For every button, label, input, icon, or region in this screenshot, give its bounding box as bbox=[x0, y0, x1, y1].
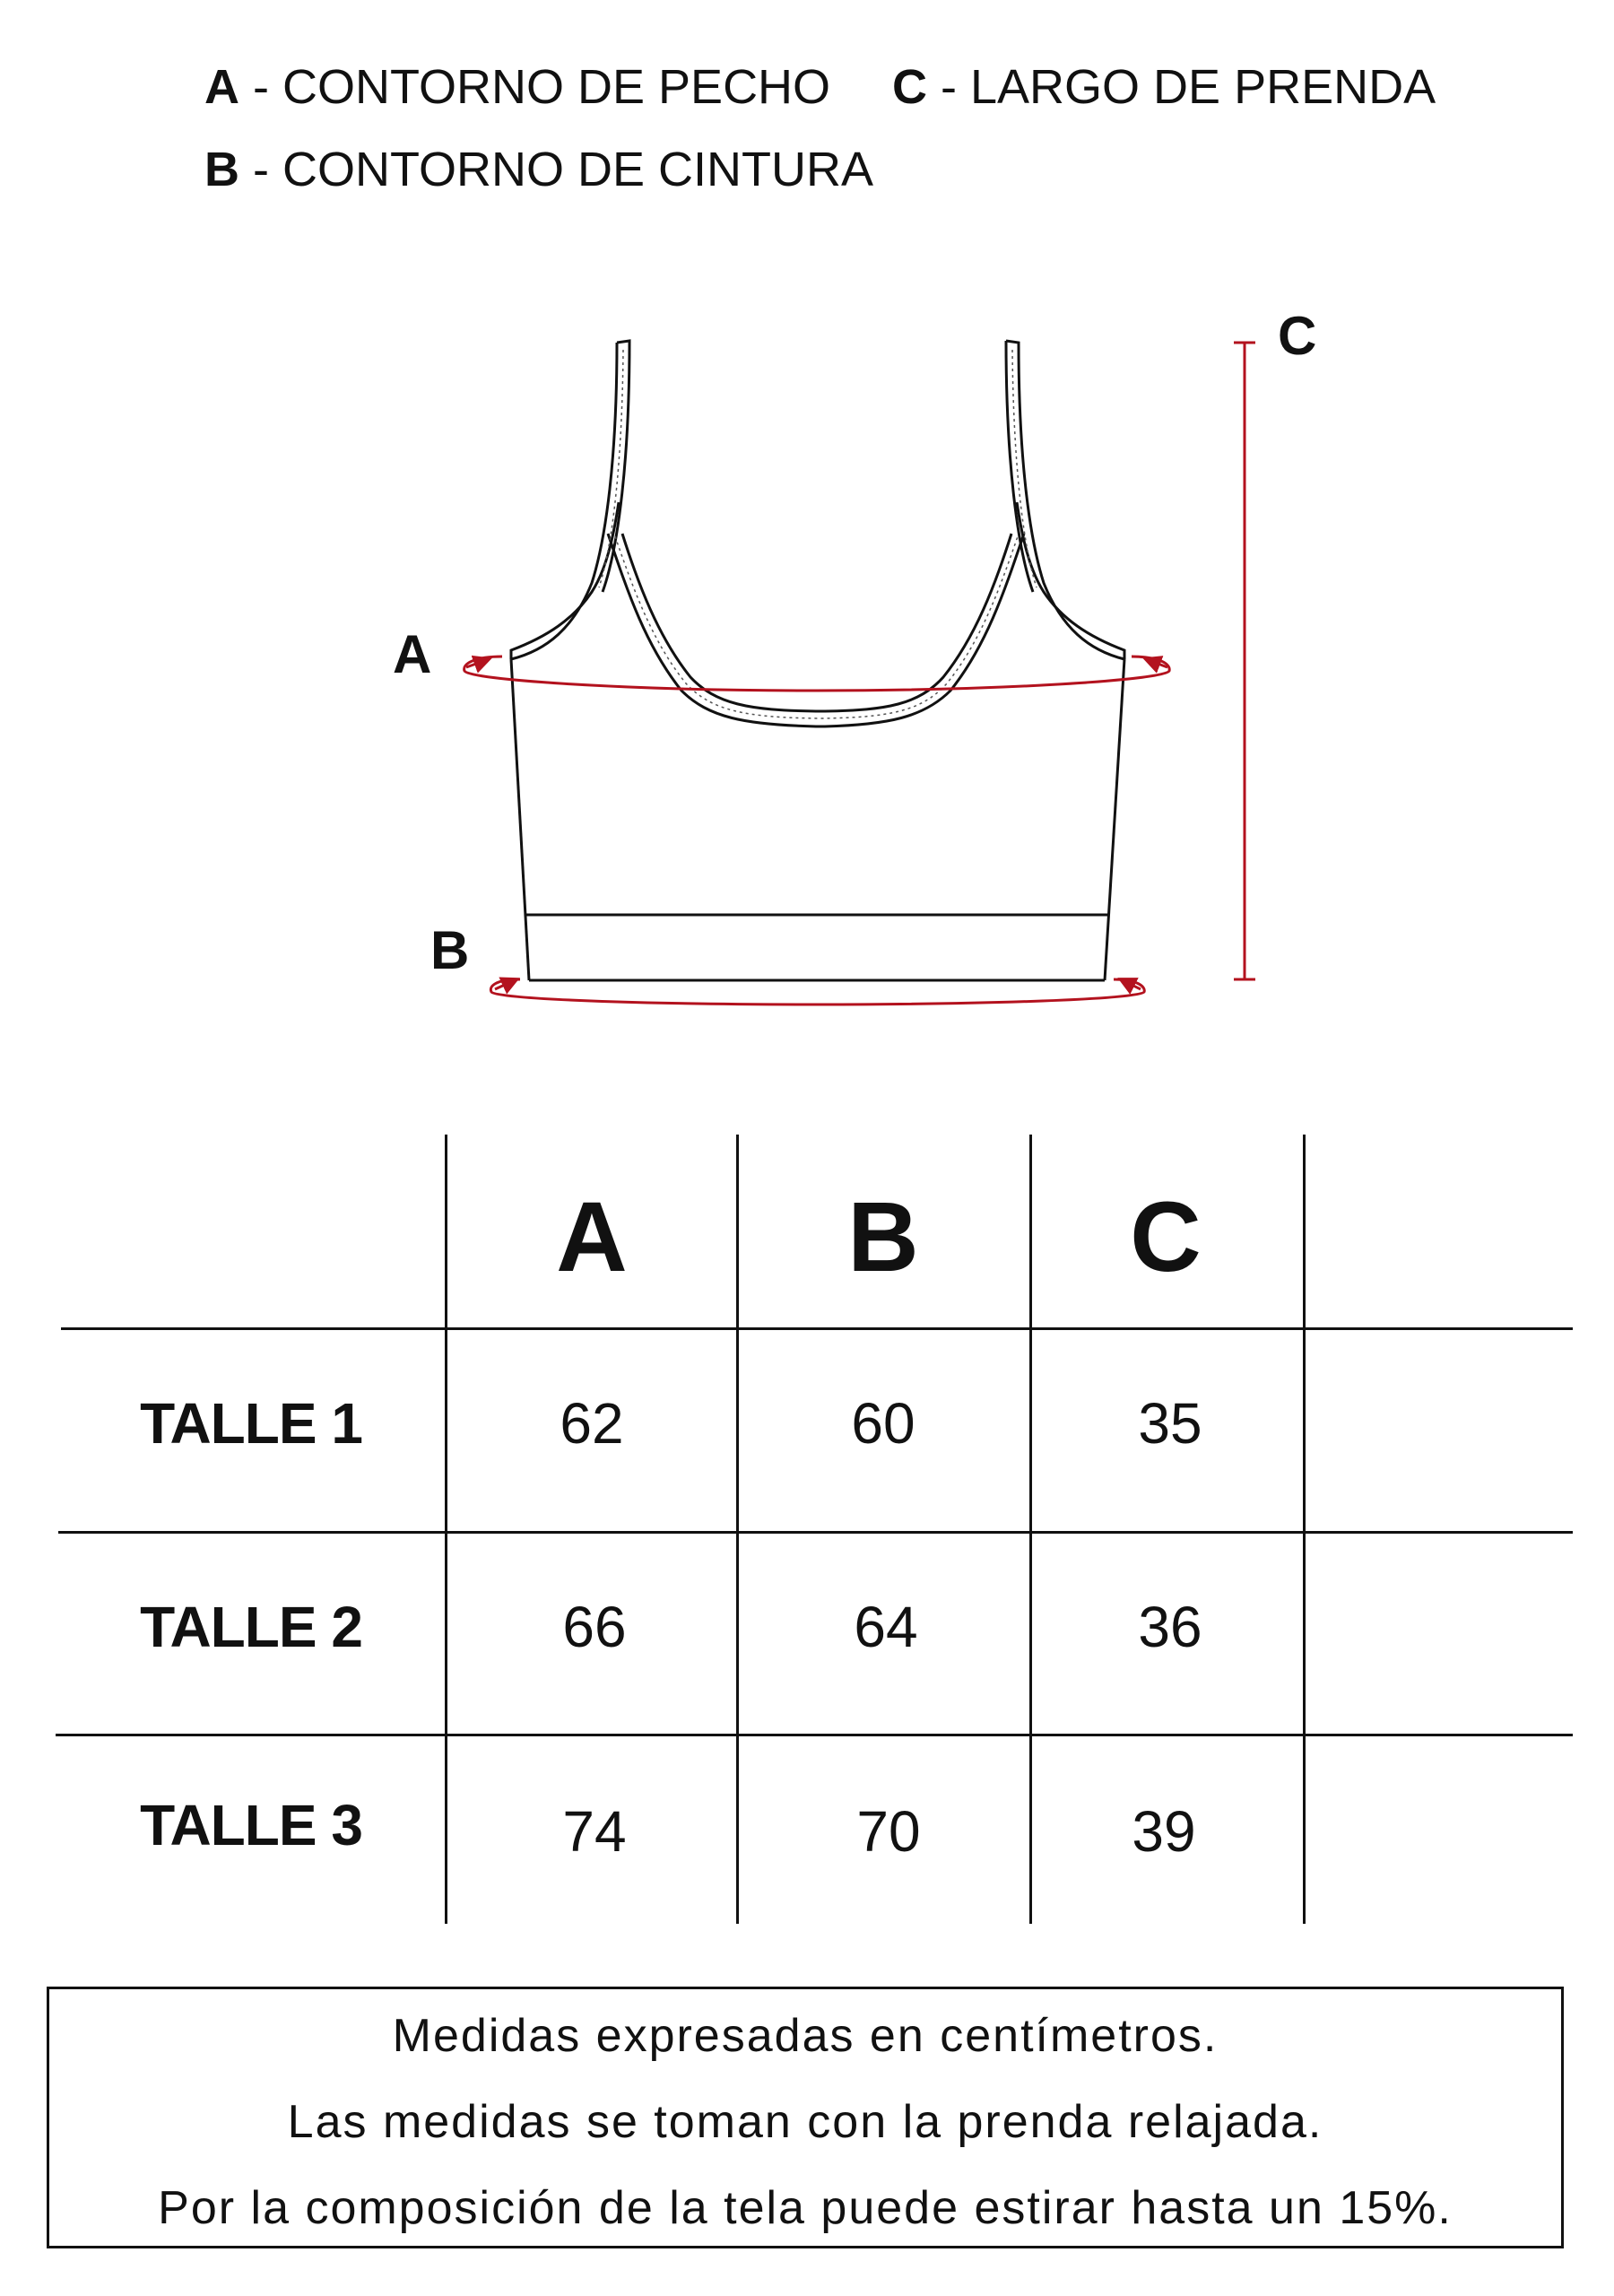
notes-box bbox=[47, 1987, 1564, 2248]
legend-text-c: - LARGO DE PRENDA bbox=[941, 60, 1436, 114]
table-vline bbox=[445, 1135, 447, 1924]
legend-item-b bbox=[204, 145, 873, 194]
legend-key-a: A bbox=[204, 60, 239, 114]
crop-top-outline bbox=[511, 341, 1124, 980]
column-header-b: B bbox=[847, 1182, 919, 1292]
cell-talle-3-c: 39 bbox=[1132, 1799, 1196, 1864]
diagram-label-b: B bbox=[430, 920, 470, 980]
note-line: Por la composición de la tela puede estirar hasta un 15%. bbox=[158, 2182, 1453, 2234]
table-hline bbox=[61, 1327, 1573, 1330]
cell-talle-2-b: 64 bbox=[854, 1595, 918, 1659]
cell-talle-2-a: 66 bbox=[562, 1595, 627, 1659]
note-line: Medidas expresadas en centímetros. bbox=[392, 2010, 1219, 2062]
legend-key-b: B bbox=[204, 143, 239, 196]
row-label-talle-3: TALLE 3 bbox=[140, 1793, 362, 1857]
row-label-talle-1: TALLE 1 bbox=[140, 1391, 362, 1456]
waist-measure-ring bbox=[490, 979, 1144, 1004]
legend-text-a: - CONTORNO DE PECHO bbox=[253, 60, 831, 114]
legend-key-c: C bbox=[892, 60, 927, 114]
note-line: Las medidas se toman con la prenda relajada. bbox=[287, 2096, 1323, 2148]
chest-measure-ring bbox=[464, 657, 1170, 691]
size-table bbox=[0, 1135, 1614, 1942]
table-hline bbox=[58, 1531, 1573, 1534]
garment-diagram bbox=[0, 296, 1614, 1013]
diagram-label-c: C bbox=[1278, 306, 1317, 366]
cell-talle-1-c: 35 bbox=[1138, 1391, 1202, 1456]
length-measure-bar bbox=[1234, 343, 1255, 979]
table-hline bbox=[56, 1734, 1573, 1736]
diagram-label-a: A bbox=[393, 624, 432, 684]
cell-talle-3-a: 74 bbox=[562, 1799, 627, 1864]
column-header-c: C bbox=[1130, 1182, 1202, 1292]
cell-talle-1-a: 62 bbox=[560, 1391, 624, 1456]
legend-text-b: - CONTORNO DE CINTURA bbox=[253, 143, 874, 196]
cell-talle-1-b: 60 bbox=[851, 1391, 915, 1456]
legend-item-c bbox=[892, 60, 1436, 114]
cell-talle-3-b: 70 bbox=[856, 1799, 921, 1864]
column-header-a: A bbox=[556, 1182, 628, 1292]
legend-item-a bbox=[204, 60, 831, 114]
cell-talle-2-c: 36 bbox=[1138, 1595, 1202, 1659]
row-label-talle-2: TALLE 2 bbox=[140, 1595, 362, 1659]
